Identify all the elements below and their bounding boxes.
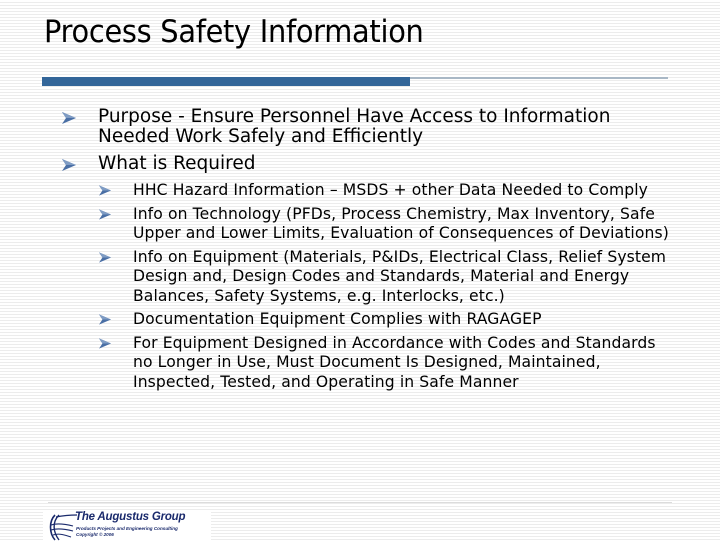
sub-bullet-item xyxy=(60,181,680,201)
bullet-text: Purpose - Ensure Personnel Have Access to Information Needed Work Safely and Efficiently xyxy=(98,106,611,147)
bullet-item xyxy=(60,154,680,174)
logo-tagline: Products Projects and Engineering Consulting xyxy=(76,526,178,531)
bullet-text: For Equipment Designed in Accordance with Codes and Standards no Longer in Use, Must Document Is Designed, Maintained, Inspected, Tested, and Operating in Safe Manner xyxy=(133,333,656,391)
bullet-text: HHC Hazard Information – MSDS + other Data Needed to Comply xyxy=(133,181,649,199)
augustus-group-logo-mark-icon xyxy=(47,513,77,541)
arrowhead-bullet-icon xyxy=(99,185,111,196)
company-logo xyxy=(43,510,211,542)
sub-bullet-item xyxy=(60,310,680,330)
arrowhead-bullet-icon xyxy=(99,252,111,263)
logo-company-name: The Augustus Group xyxy=(75,511,186,523)
bullet-text: Info on Equipment (Materials, P&IDs, Electrical Class, Relief System Design and, Design Codes and Standards, Material and Energy Balances, Safety Systems, e.g. Interlocks, etc.) xyxy=(133,247,667,305)
arrowhead-bullet-icon xyxy=(62,112,76,124)
slide-title: Process Safety Information xyxy=(44,14,424,50)
sub-bullet-item xyxy=(60,334,680,393)
logo-copyright: Copyright © 2006 xyxy=(76,532,114,537)
logo-tagline-block xyxy=(76,526,178,538)
bullet-text: Info on Technology (PFDs, Process Chemistry, Max Inventory, Safe Upper and Lower Limits, Evaluation of Consequences of Deviations) xyxy=(133,204,669,242)
footer-divider xyxy=(48,502,672,503)
arrowhead-bullet-icon xyxy=(99,209,111,220)
title-accent-bar xyxy=(42,77,410,86)
title-divider-line xyxy=(410,77,668,79)
sub-bullet-item xyxy=(60,205,680,244)
arrowhead-bullet-icon xyxy=(99,338,111,349)
arrowhead-bullet-icon xyxy=(99,314,111,325)
sub-bullet-item xyxy=(60,248,680,307)
bullet-text: What is Required xyxy=(98,153,256,174)
bullet-list xyxy=(60,107,680,396)
arrowhead-bullet-icon xyxy=(62,159,76,171)
bullet-text: Documentation Equipment Complies with RAGAGEP xyxy=(133,310,542,328)
bullet-item xyxy=(60,107,680,147)
